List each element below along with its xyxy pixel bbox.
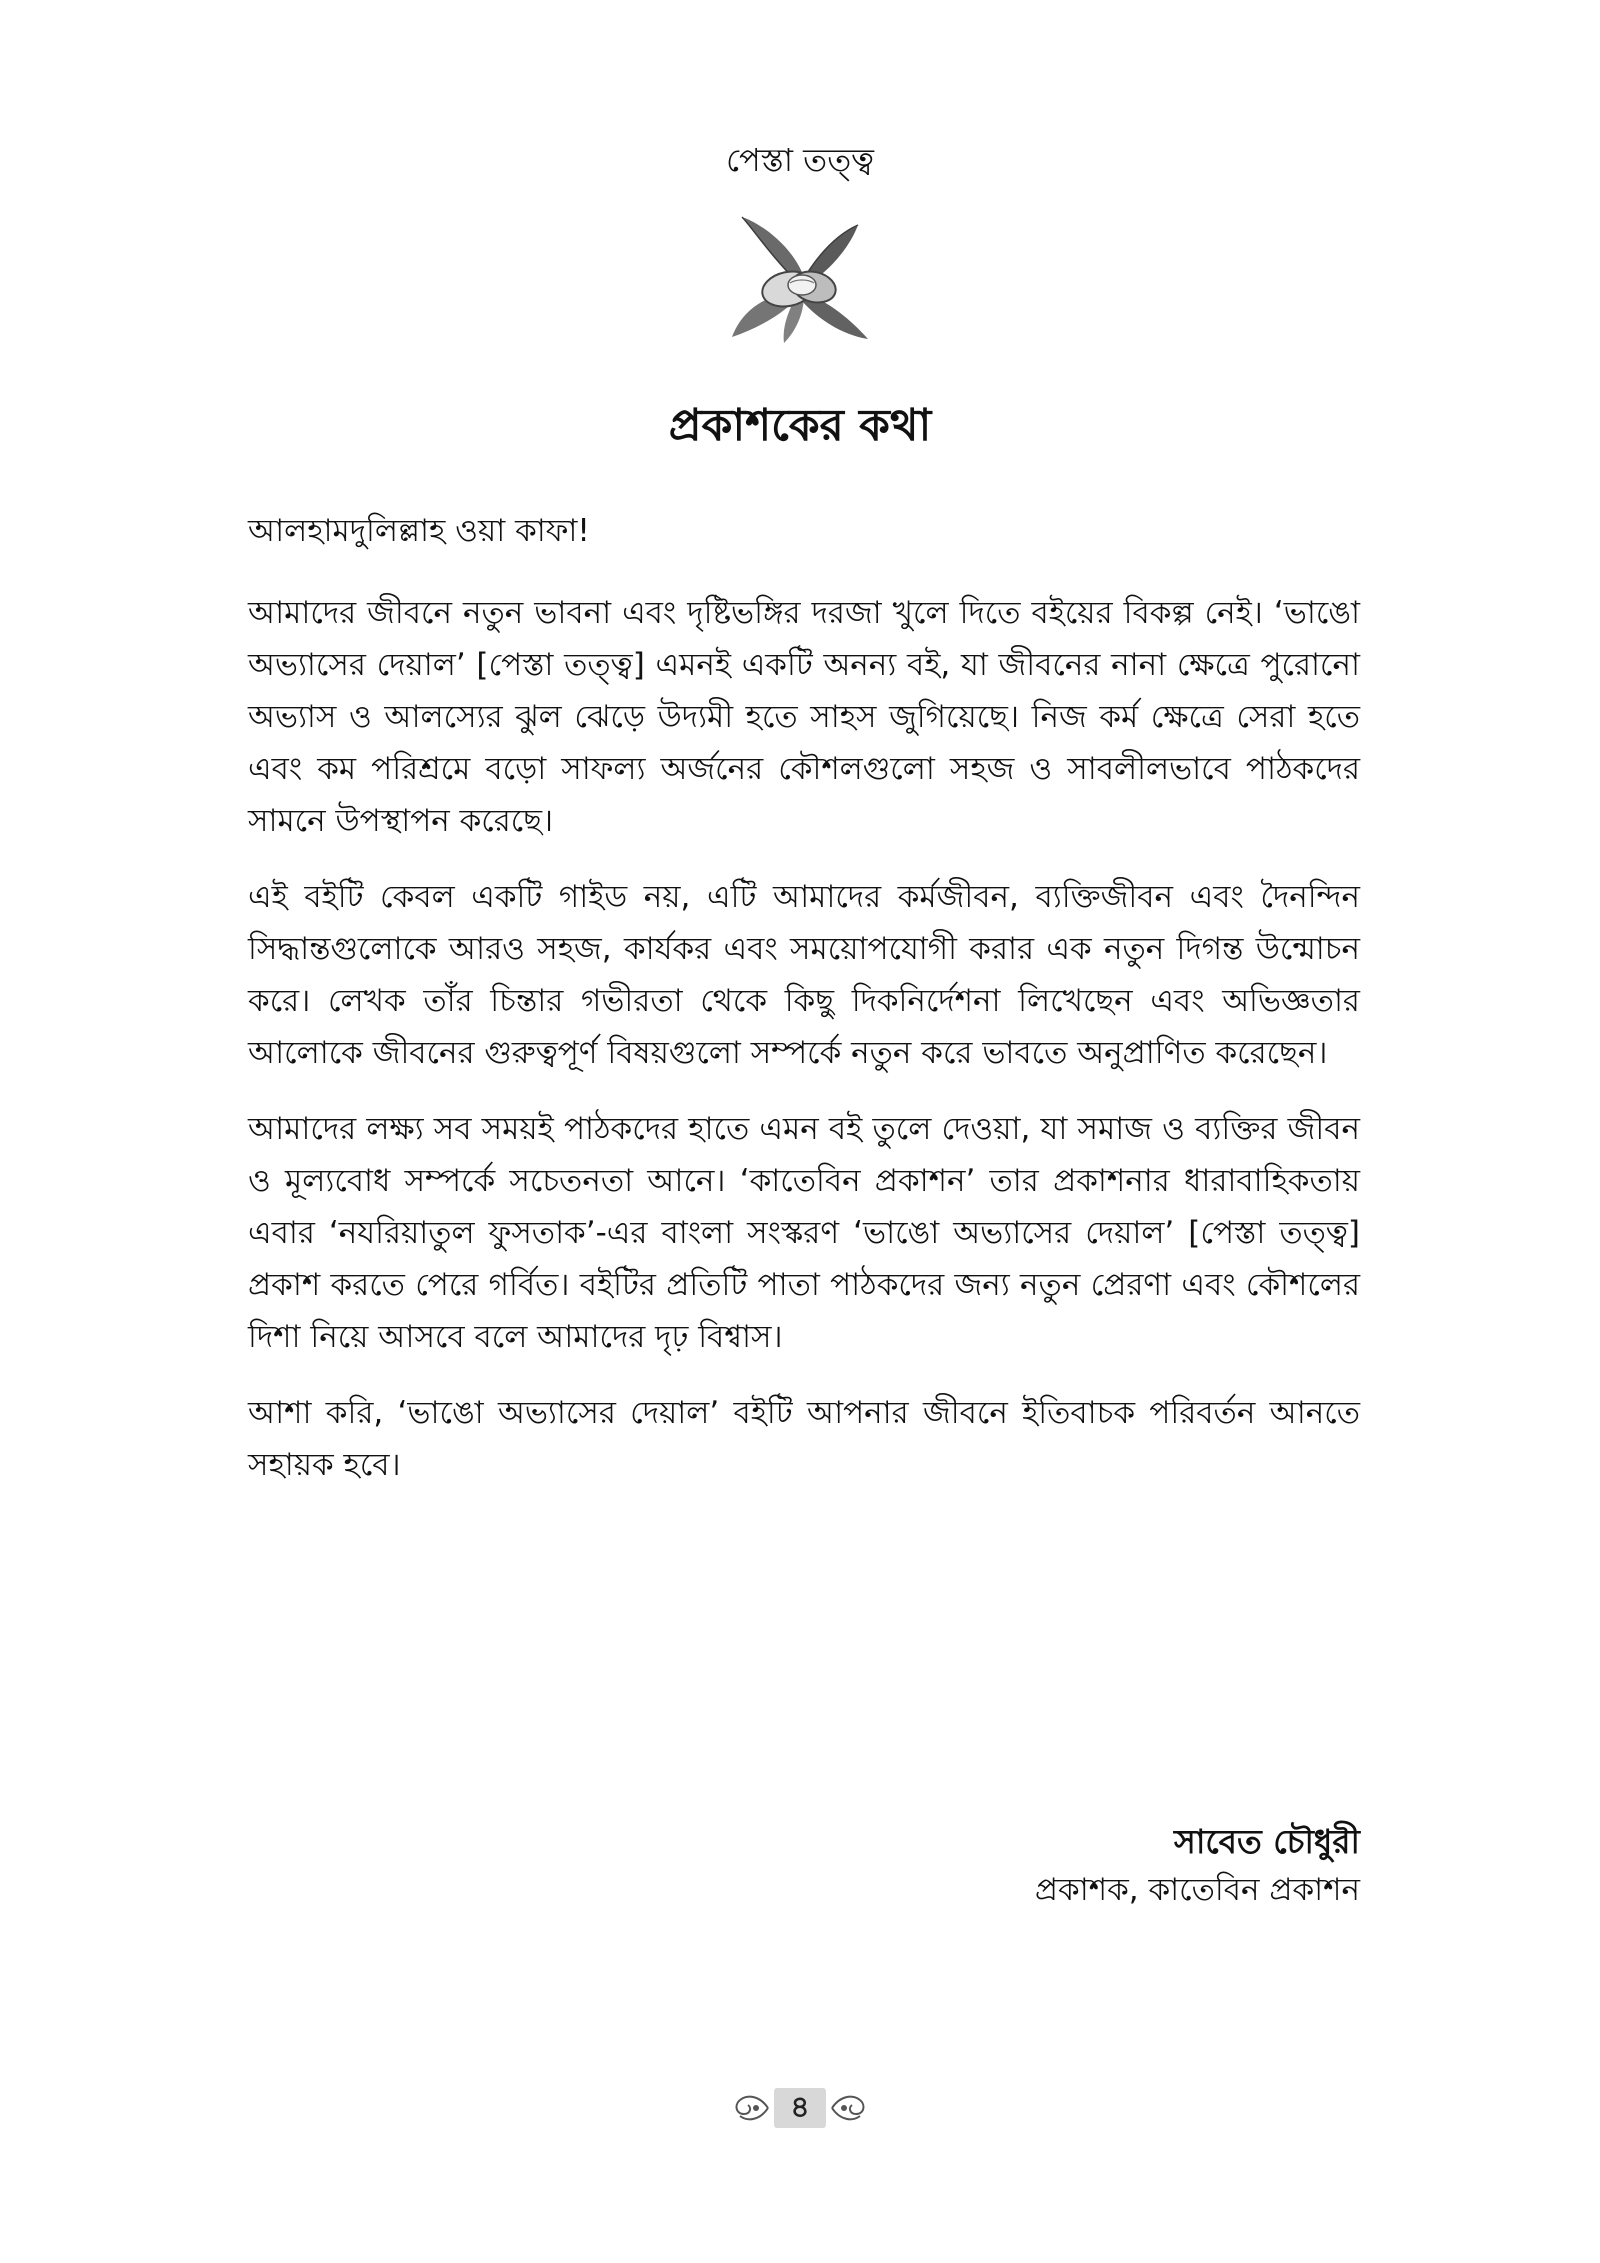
page-number-badge bbox=[730, 2085, 870, 2131]
paragraph: আমাদের জীবনে নতুন ভাবনা এবং দৃষ্টিভঙ্গির দরজা খুলে দিতে বইয়ের বিকল্প নেই। ‘ভাঙো অভ্যাসের দেয়াল’ [পেস্তা তত্ত্ব] এমনই একটি অনন্য বই, যা জীবনের নানা ক্ষেত্রে পুরোনো অভ্যাস ও আলস্যের ঝুল ঝেড়ে উদ্যমী হতে সাহস জুগিয়েছে। নিজ কর্ম ক্ষেত্রে সেরা হতে এবং কম পরিশ্রমে বড়ো সাফল্য অর্জনের কৌশলগুলো সহজ ও সাবলীলভাবে পাঠকদের সামনে উপস্থাপন করেছে। bbox=[248, 595, 1360, 839]
page-title: প্রকাশকের কথা bbox=[668, 400, 932, 451]
right-flourish-icon bbox=[830, 2090, 868, 2126]
signature-block bbox=[1035, 1818, 1360, 1914]
paragraph: আশা করি, ‘ভাঙো অভ্যাসের দেয়াল’ বইটি আপনার জীবনে ইতিবাচক পরিবর্তন আনতে সহায়ক হবে। bbox=[248, 1395, 1360, 1483]
running-header: পেস্তা তত্ত্ব bbox=[726, 141, 874, 179]
signatory-name: সাবেত চৌধুরী bbox=[1174, 1822, 1360, 1861]
body-text bbox=[248, 505, 1360, 1515]
left-flourish-icon bbox=[732, 2090, 770, 2126]
page-number: ৪ bbox=[774, 2088, 826, 2128]
paragraph: এই বইটি কেবল একটি গাইড নয়, এটি আমাদের কর্মজীবন, ব্যক্তিজীবন এবং দৈনন্দিন সিদ্ধান্তগুলোকে আরও সহজ, কার্যকর এবং সময়োপযোগী করার এক নতুন দিগন্ত উন্মোচন করে। লেখক তাঁর চিন্তার গভীরতা থেকে কিছু দিকনির্দেশনা লিখেছেন এবং অভিজ্ঞতার আলোকে জীবনের গুরুত্বপূর্ণ বিষয়গুলো সম্পর্কে নতুন করে ভাবতে অনুপ্রাণিত করেছেন। bbox=[248, 879, 1360, 1071]
greeting-line: আলহামদুলিল্লাহ ওয়া কাফা! bbox=[248, 513, 590, 549]
pistachio-leaf-icon bbox=[730, 215, 870, 345]
paragraph: আমাদের লক্ষ্য সব সময়ই পাঠকদের হাতে এমন বই তুলে দেওয়া, যা সমাজ ও ব্যক্তির জীবন ও মূল্যবোধ সম্পর্কে সচেতনতা আনে। ‘কাতেবিন প্রকাশন’ তার প্রকাশনার ধারাবাহিকতায় এবার ‘নযরিয়াতুল ফুসতাক’-এর বাংলা সংস্করণ ‘ভাঙো অভ্যাসের দেয়াল’ [পেস্তা তত্ত্ব] প্রকাশ করতে পেরে গর্বিত। বইটির প্রতিটি পাতা পাঠকদের জন্য নতুন প্রেরণা এবং কৌশলের দিশা নিয়ে আসবে বলে আমাদের দৃঢ় বিশ্বাস। bbox=[248, 1111, 1360, 1355]
signatory-role: প্রকাশক, কাতেবিন প্রকাশন bbox=[1034, 1872, 1360, 1908]
